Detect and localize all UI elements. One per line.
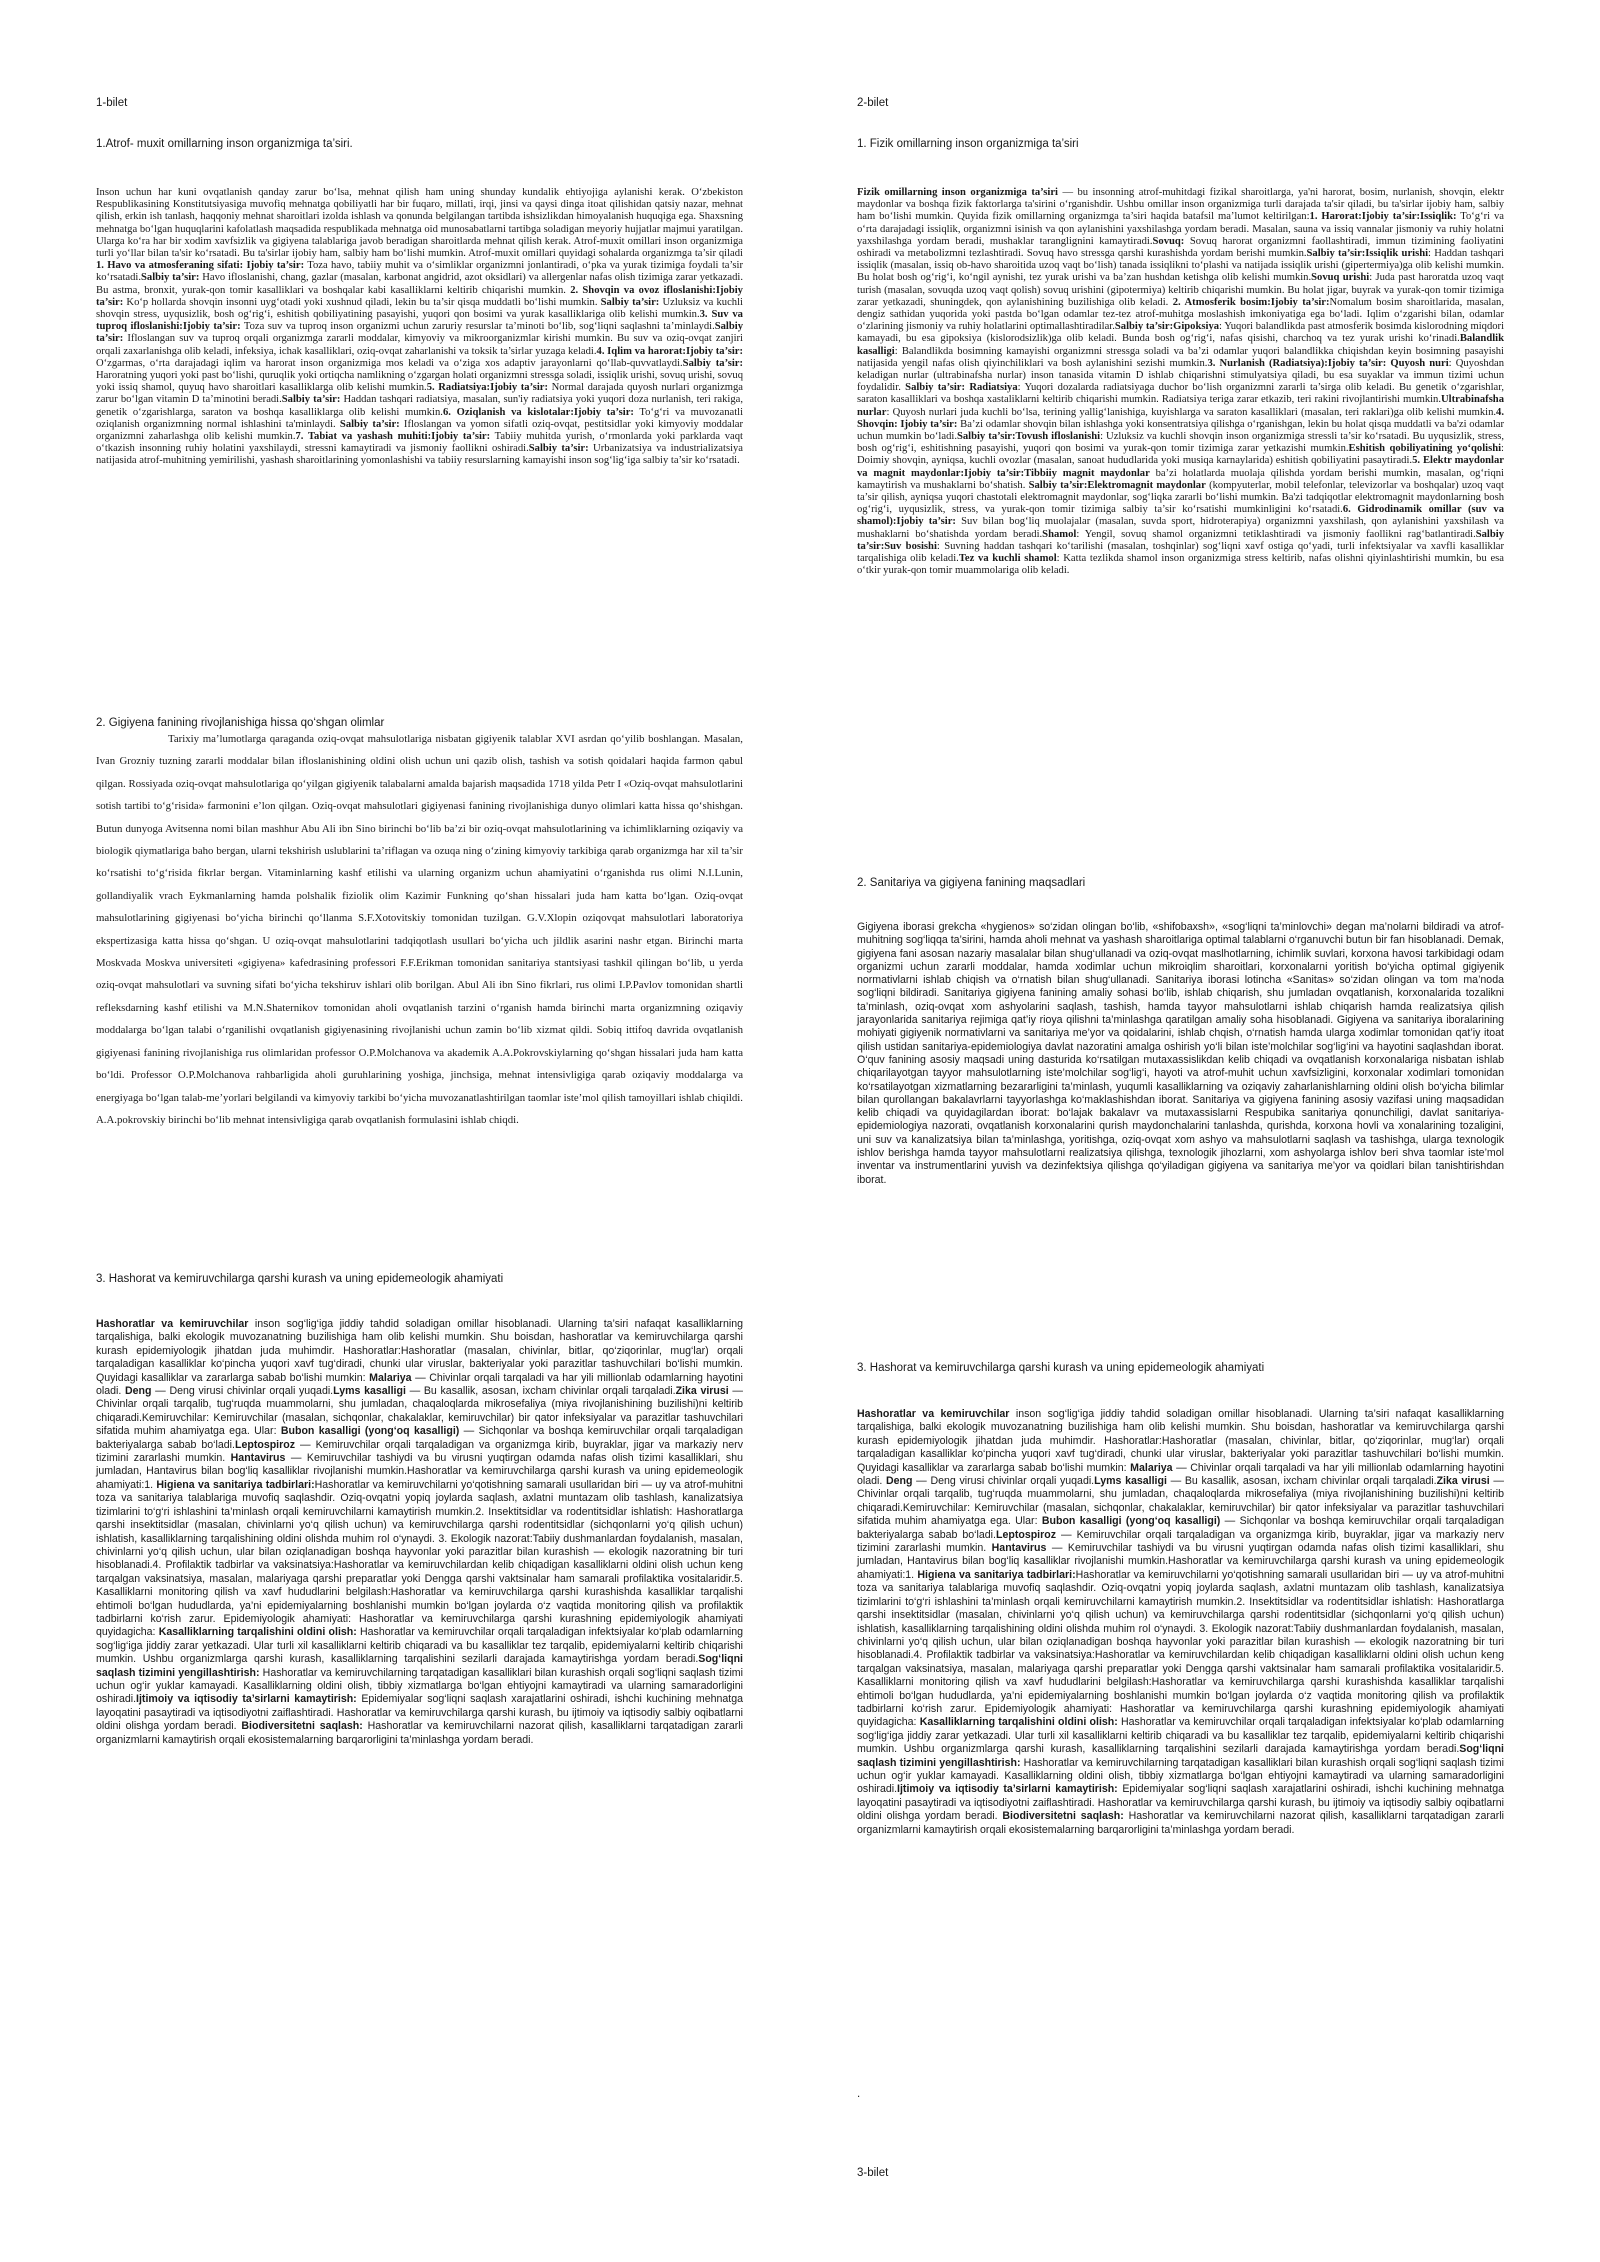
ticket-2-question-1-run: : Katta tezlikda shamol inson organizmiga stress keltirib, nafas olishni qiyinlashtirishi mumkin, bu esa o‘tkir yurak-qon tomir muammolariga olib keladi. — [857, 553, 1504, 577]
ticket-2-question-3-run: Kasalliklarning tarqalishini oldini olish: — [919, 1716, 1118, 1729]
ticket-1-question-3-run: Hantavirus — [230, 1452, 286, 1465]
ticket-2-question-1-run: Balandlik kasalligi — [857, 333, 1504, 357]
ticket-2-question-2-text: Gigiyena iborasi grekcha «hygienos» so‘zidan olingan bo‘lib, «shifobaxsh», «sog‘liqni ta’minlovchi» degan ma’nolarni bildiradi va atrof-muhitning sog‘liqqa ta’sirini, hamda aholi mehnat va yashash sharoitlariga optimal talablarni o‘rganuvchi butun bir fan hisoblanadi. Demak, gigiyena fani asosan nazariy masalalar bilan shug‘ullanadi va oziq-ovqat maslhotlarning, ichimlik suvlari, korxona havosi tarkibidagi odam organizmi uchun zararli moddalar, hamda xodimlar uchun mikroiqlim sharoitlari, korxonalarni yoritish bo‘yicha optimal gigiyenik normativlarni ishlab chiqish va o‘rnatish bilan shug‘ullanadi. Sanitariya iborasi lotincha «Sanitas» so‘zidan olingan va tom ma’noda sog‘liqni bildiradi. Sanitariya gigiyena fanining amaliy sohasi bo‘lib, ishlab chiqarish, shu jumladan ovqatlanish, korxonalarida tozalikni ta’minlash, oziq-ovqat xom ashyolarini saqlash, tashish, hamda tayyor mahsulotlarni ishlab chiqarish hamda realizatsiya qilish jarayonlarida sanitariya rejimiga qat’iy rioya qilishni ta’minlashga qaratilgan amaliy soha hisoblanadi. Gigiyena va sanitariya iboralarining mohiyati gigiyenik normativlarni va sanitariya me’yor va qoidalarini, ishlab chqish, o‘rnatish hamda ularga xodimlar tomonidan qat’iy itoat qilish ustidan sanitariya-epidemiologiya davlat nazoratini amalga oshirish yo‘li bilan iste’molchilar sog‘lig‘ini va hayotini saqlashdan iborat. O‘quv fanining asosiy maqsadi uning dasturida ko‘rsatilgan mutaxassislikdan kelib chiqadi va ovqatlanish korxonalariga nisbatan ishlab chiqarilayotgan tayyor mahsulotlarning iste’molchilar sog‘lig‘i, hayoti va atrof-muhit uchun xavfsizligini, korxonalar xodimlari tomonidan ko‘rsatilayotgan xizmatlarning bezararligini ta’minlash, yuqumli kasalliklarning va oziqaviy zaharlanishlarning oldini olish bo‘yicha bilimlar bilan qurollangan bakalavrlarni tayyorlashga ko‘maklashishdan iborat. Sanitariya va gigiyena fanining asosiy vazifasi uning maqsadidan kelib chiqadi va quyidagilardan iborat: bo‘lajak bakalavr va mutaxassislarni Respubika sanitariya qonunchiligi, davlat sanitariya-epidemiologiya nazorati, ovqatlanish korxonalarini qurish maydonchalarini tanlashda, qurishda, korxona hovli va xonalarining tozaligini, uni suv va kanalizatsiya bilan ta’minlashga, yoritishga, oziq-ovqat xom ashyo va mahsulotlarni saqlash va tashishga, ularga texnologik ishlov berishga hamda tayyor mahsulotlarni realizatsiya qilishga, texnologik jihozlarni, xom ashyolarga ishlov beri shva taomlar iste’mol inventar va instrumentlarini yuvish va dezinfektsiya qilishga qo‘yiladigan gigiyena va sanitariya me’yor va qoidlari bilan tanishtirishdan iborat. — [857, 921, 1504, 1186]
ticket-1-question-1-run: Ko‘p hollarda shovqin insonni uyg‘otadi yoki xushnud qiladi, lekin bu ta’sir qisqa muddatli bo‘lishi mumkin. — [123, 296, 601, 308]
ticket-2-question-3-run: Biodiversitetni saqlash: — [1002, 1810, 1124, 1823]
ticket-2-question-1-run: : Juda past haroratda uzoq vaqt turish (masalan, sovuqda uzoq vaqt qolish) sovuq urishini (gipotermiya) keltirib chiqarishi mumkin. Bu holat jigar, buyrak va yurak-qon tomir tizimiga zarar yetkazadi, shuningdek, qon aylanishining buzilishiga olib keladi. — [857, 272, 1504, 308]
ticket-2-question-1-run: : Quyoshdan keladigan nurlar (ultrabinafsha nurlar) inson tanasida vitamin D ishlab chiqarishni stimulyatsiya qiladi, bu esa suyaklar va immun tizimi uchun foydalidir. — [857, 357, 1504, 394]
ticket-2-question-3-run: Leptospiroz — [995, 1528, 1057, 1541]
ticket-2-question-1-run: Salbiy ta’sir:Tovush ifloslanishi — [956, 431, 1101, 443]
ticket-2-question-1-run: Salbiy ta’sir:Elektromagnit maydonlar — [1028, 479, 1206, 491]
ticket-1-question-1-run: Tabiiy muhitda yurish, o‘rmonlarda yoki parklarda vaqt o‘tkazish insonning ruhiy holatini yaxshilaydi, stressni kamaytiradi va jismoniy faollikni oshiradi. — [96, 431, 743, 455]
ticket-1-question-1-run: Uzluksiz va kuchli shovqin stress, uyqusizlik, bosh og‘rig‘i, eshitish qobiliyatining pasayishi, yuqori qon bosimi va yurak kasalliklariga olib kelishi mumkin. — [96, 296, 743, 321]
ticket-2-question-1-run: Salbiy ta’sir:Gipoksiya — [1114, 321, 1220, 333]
ticket-1-label: 1-bilet — [96, 97, 128, 109]
ticket-2-question-1-run: 3. Nurlanish (Radiatsiya):Ijobiy ta’sir: Quyosh nuri — [1207, 357, 1449, 369]
ticket-1-question-2-body — [96, 728, 743, 1131]
ticket-1-question-1-run: O‘zgarmas, o‘rta darajadagi iqlim va harorat inson organizmiga mos keladi va o‘ziga xos adaptiv jarayonlarni qo‘llab-quvvatlaydi. — [96, 357, 683, 369]
ticket-1-question-3-run: Higiena va sanitariya tadbirlari: — [156, 1478, 315, 1491]
ticket-1-question-1-run: Normal darajada quyosh nurlari organizmga zarur bo‘lgan vitamin D ta’minotini beradi. — [96, 382, 744, 406]
ticket-1-question-1-run: Salbiy ta’sir: — [339, 418, 400, 430]
ticket-2-question-1-run: Salbiy ta’sir:Suv bosishi — [857, 528, 1504, 552]
ticket-2-question-3-run: Hashoratlar va kemiruvchilarning tarqatadigan kasalliklari bilan kurashish orqali sog‘liqni saqlash tizimi uchun og‘ir yuklar kamayadi. Kasalliklarning oldini olish, tibbiy xizmatlarga bo‘lgan ehtiyojni kamaytiradi va ularning samaradorligini oshiradi. — [857, 1756, 1504, 1796]
ticket-1-question-1-run: Inson uchun har kuni ovqatlanish qanday zarur bo‘lsa, mehnat qilish ham uning shunday kundalik ehtiyojiga aylanishi kerak. O‘zbekiston Respublikasining Konstitutsiyasiga muvofiq mehnatga qobiliyatli har bir fuqaro, millati, irqi, jinsi va qaysi dinga itoat qilishidan qatsiy nazar, mehnat qilish, erkin ish tanlash, haqqoniy mehnat sharoitlari izolda ishlash va qonunda belgilangan tartibda ishsizlikdan himoyalanish huquqiga ega. Shaxsning mehnatga bo‘lgan huquqlarini kafolatlash maqsadida respublikada mehnatga oid munosabatlarni tartibga soladigan meyoriy hujjatlar majmui yaratilgan. Ularga ko‘ra har bir xodim xavfsizlik va gigiyena talablariga javob beradigan sharoitlarda mehnat qilish kerak. Atrof-muxit omillari inson organizmiga turli yo‘llar bilan ta'sir ko‘rsatadi. Bu ta'sirlar ijobiy ham, salbiy ham bo‘lishi mumkin. Atrof-muxit omillari quyidagi sohalarda organizmga ta’sir qiladi — [96, 187, 743, 260]
ticket-2-question-1-run: To‘g‘ri va o‘rta darajadagi issiqlik, organizmni isinish va qon aylanishini yaxshilashga yordam beradi. Masalan, sauna va issiq vannalar jismoniy va ruhiy holatni yaxshilashga yordam beradi, mushaklar taranglignini kamaytiradi. — [857, 211, 1504, 247]
ticket-2-question-3-run: Epidemiyalar sog‘liqni saqlash xarajatlarini oshiradi, ishchi kuchining mehnatga layoqatini pasaytiradi va iqtisodiyotni zaiflashtiradi. Hashoratlar va kemiruvchilarga qarshi kurash, bu ijtimoiy va iqtisodiy salbiy oqibatlarni oldini olishga yordam beradi. — [857, 1783, 1504, 1823]
ticket-2-question-1-run: : Suvning haddan tashqari ko‘tarilishi (masalan, toshqinlar) sog‘liqni xavf ostiga qo‘yadi, turli infektsiyalar va xavfli kasalliklar tarqalishiga olib keladi. — [857, 540, 1504, 565]
ticket-1-question-1-run: Salbiy ta’sir: — [281, 394, 341, 406]
ticket-2-question-1-run: : Balandlikda bosimning kamayishi organizmni stressga soladi va ba’zi odamlar yuqori balandlikka chiqishdan keyin bosimning pasayishi natijasida yengil nafas olish qiyinchiliklari va bosh aylanishini sezishi mumkin. — [857, 345, 1504, 369]
ticket-1-question-1-run: Salbiy ta’sir: — [528, 443, 589, 455]
ticket-2-question-3-run: Lyms kasalligi — [1094, 1475, 1167, 1488]
ticket-2-question-3-run: Sog‘liqni saqlash tizimini yengillashtirish: — [857, 1743, 1504, 1769]
ticket-1-question-1-run: Salbiy ta’sir: — [141, 272, 200, 284]
ticket-1-question-1-run: Urbanizatsiya va industrializatsiya natijasida atrof-muhitning yemirilishi, yashash sharoitlarining yomonlashishi va tabiiy resurslarning kamayishi inson sog‘lig‘iga salbiy ta’sir ko‘rsatadi. — [96, 443, 744, 467]
ticket-1-question-1-run: 3. Suv va tuproq ifloslanishi:Ijobiy ta’sir: — [96, 309, 743, 333]
ticket-1-question-3-run: — Chivinlar orqali tarqaladi va har yili millionlab odamlarning hayotini oladi. — [96, 1371, 743, 1398]
ticket-1-question-1-run: Toza havo, tabiiy muhit va o‘simliklar organizmni jonlantiradi, o‘pka va yurak tizimiga foydali ta’sir ko‘rsatadi. — [96, 260, 744, 284]
ticket-2-question-3-run: Hantavirus — [991, 1542, 1047, 1555]
ticket-2-question-1-run: Salbiy ta’sir: Radiatsiya — [905, 382, 1018, 394]
ticket-1-question-1-run: Salbiy ta’sir: — [96, 321, 743, 345]
ticket-2-question-3-run: Hashoratlar va kemiruvchilarni yo‘qotishning samarali usullaridan biri — uy va atrof-muhitni toza va sanitariya talablariga muvofiq saqlashdir. Oziq-ovqatni yopiq joylarda saqlash, axlatni muntazam olib tashlash, kanalizatsiya tizimlarini to‘g‘ri ishlashini ta’minlash orqali kemiruvchilarni kamaytirish mumkin.2. Insektitsidlar va rodentitsidlar ishlatish: Hashoratlarga qarshi insektitsidlar (masalan, chivinlarni yo‘q qilish uchun) va kemiruvchilarga qarshi rodentitsidlar (sichqonlarni yo‘q qilish uchun) ishlatish, kasalliklarning tarqalishining oldini olishda muhim rol o‘ynaydi. 3. Ekologik nazorat:Tabiiy dushmanlardan foydalanish, masalan, chivinlarni yo‘q qilish uchun, ular bilan oziqlanadigan boshqa hayvonlar yoki parazitlar bilan kurashish — ekologik nazoratning bir turi hisoblanadi.4. Profilaktik tadbirlar va vaksinatsiya:Hashoratlar va kemiruvchilardan kelib chiqadigan kasalliklarni oldini olish uchun keng tarqalgan vaksinatsiya, masalan, malariyaga qarshi preparatlar yoki Dengga qarshi vaktsinalar ham samarali profilaktika vositalaridir.5. Kasalliklarni monitoring qilish va xavf hududlarini belgilash:Hashoratlar va kemiruvchilarga qarshi kurashishda kasalliklar tarqalishi ehtimoli bo‘lgan hududlarda, ya’ni epidemiyalarning boshlanishi mumkin bo‘lgan joylarda o‘z vaqtida monitoring qilish va profilaktik tadbirlarni ko‘rish zarur. Epidemiyologik ahamiyati: Hashoratlar va kemiruvchilarga qarshi kurashning epidemiyologik ahamiyati quyidagicha: — [857, 1568, 1505, 1729]
ticket-2-question-3-run: Bubon kasalligi (yong‘oq kasalligi) — [1041, 1515, 1221, 1528]
ticket-1-question-1-run: Havo ifloslanishi, chang, gazlar (masalan, karbonat angidrid, azot oksidlari) va allergenlar nafas olish tizimiga zarar yetkazadi. Bu astma, bronxit, yurak-qon tomir kasalliklari va boshqalar kabi kasalliklarni keltirib chiqarishi mumkin. — [96, 272, 743, 296]
ticket-1-question-3-run: Kasalliklarning tarqalishini oldini olish: — [158, 1626, 357, 1639]
ticket-2-question-1-title: 1. Fizik omillarning inson organizmiga ta’siri — [857, 138, 1079, 150]
trailing-dot: . — [857, 2088, 861, 2100]
ticket-2-question-3-run: Zika virusi — [1436, 1475, 1490, 1488]
ticket-1-question-3-run: Hashoratlar va kemiruvchilar orqali tarqaladigan infektsiyalar ko‘plab odamlarning sog‘lig‘iga jiddiy zarar yetkazadi. Ular turli xil kasalliklarni keltirib chiqaradi va bu kasalliklar tez tarqalib, epidemiyalarni keltirib chiqarishi mumkin. Ushbu organizmlarga qarshi kurash, kasalliklarning tarqalishini sezilarli darajada kamaytirishga yordam beradi. — [96, 1626, 743, 1666]
ticket-1-question-1-run: 1. Havo va atmosferaning sifati: Ijobiy ta’sir: — [96, 260, 305, 272]
ticket-1-question-1-run: 2. Shovqin va ovoz ifloslanishi:Ijobiy ta’sir: — [96, 284, 743, 308]
ticket-2-question-1-run: : Yuqori dozalarda radiatsiyaga duchor bo‘lish organizmni zararli ta’sirga olib keladi. Bu genetik o‘zgarishlar, saraton kasalliklari va boshqa xastaliklarni keltirib chiqarishi mumkin. Radiatsiya teriga zarar etkazib, teri rakini rivojlantirishi mumkin. — [857, 382, 1504, 406]
ticket-2-question-1-run: Sovuq: — [1152, 235, 1185, 247]
ticket-1-question-3-run: Hashoratlar va kemiruvchilarning tarqatadigan kasalliklari bilan kurashish orqali sog‘liqni saqlash tizimi uchun og‘ir yuklar kamayadi. Kasalliklarning oldini olish, tibbiy xizmatlarga bo‘lgan ehtiyojni kamaytiradi va ularning samaradorligini oshiradi. — [96, 1666, 743, 1706]
ticket-2-question-3-run: — Chivinlar orqali tarqaladi va har yili millionlab odamlarning hayotini oladi. — [857, 1461, 1504, 1488]
ticket-1-question-1-run: To‘g‘ri va muvozanatli oziqlanish organizmning normal ishlashini ta'minlaydi. — [96, 406, 744, 430]
ticket-2-question-1-run: 2. Atmosferik bosim:Ijobiy ta’sir: — [1172, 296, 1330, 308]
ticket-2-question-1-run: Eshitish qobiliyatining yo‘qolishi — [1348, 443, 1502, 455]
ticket-2-question-1-run: Fizik omillarning inson organizmiga ta’siri — [857, 187, 1058, 198]
ticket-1-question-3-run: — Deng virusi chivinlar orqali yuqadi. — [151, 1385, 334, 1398]
ticket-2-label: 2-bilet — [857, 97, 889, 109]
ticket-2-question-1-run: 4. Shovqin: Ijobiy ta’sir: — [857, 406, 1504, 430]
ticket-1-question-3-run: — Kemiruvchilar orqali tarqaladigan va organizmga kirib, buyraklar, jigar va markaziy nerv tizimini zararlashi mumkin. — [96, 1438, 743, 1465]
ticket-2-question-1-run: Nomalum bosim sharoitlarida, masalan, dengiz sathidan yuqorida yoki pastda bo‘lgan odamlar tez-tez atrof-muhitga moslashish imkoniyatiga ega bo‘ladi. Iqlim o‘zgarishi bilan, odamlar o‘zlarining jismoniy va ruhiy holatlarini optimallashtiradilar. — [857, 296, 1505, 333]
ticket-1-question-3-run: Deng — [125, 1385, 152, 1398]
ticket-1-question-3-body — [96, 1318, 743, 1747]
ticket-1-question-1-run: Salbiy ta’sir: — [600, 296, 660, 308]
ticket-2-question-3-body — [857, 1408, 1504, 1837]
ticket-2-question-1-run: — bu insonning atrof-muhitdagi fizikal sharoitlarga, ya'ni harorat, bosim, nurlanish, shovqin, elektr maydonlar va boshqa fizik faktorlarga ta'sirini o‘rganishdir. Ushbu omillar inson organizmiga turli darajada ta'sir qiladi, bu ta'sirlar ijobiy ham, salbiy ham bo‘lishi mumkin. Quyida fizik omillarning organizmga ta’siri haqida batafsil ma’lumot keltirilgan: — [857, 187, 1504, 223]
ticket-2-question-3-run: — Kemiruvchilar tashiydi va bu virusni yuqtirgan odamda nafas olish tizimi kasalliklari, shu jumladan, Hantavirus bilan bog‘liq kasalliklar rivojlanishi mumkin.Hashoratlar va kemiruvchilarga qarshi kurash va uning epidemeologik ahamiyati:1. — [857, 1542, 1505, 1581]
ticket-2-question-1-run: : Yengil, sovuq shamol organizmni tetiklashtiradi va jismoniy faollikni rag‘batlantiradi. — [1076, 528, 1476, 540]
ticket-1-question-3-run: Hashoratlar va kemiruvchilarni nazorat qilish, kasalliklarni tarqatadigan zararli organizmlarni kamaytirish orqali ekosistemalarning barqarorligini ta’minlashga yordam beradi. — [96, 1720, 743, 1746]
ticket-1-question-1-run: 7. Tabiat va yashash muhiti:Ijobiy ta’sir: — [295, 431, 491, 443]
ticket-2-question-1-run: 6. Gidrodinamik omillar (suv va shamol):Ijobiy ta’sir: — [857, 504, 1504, 528]
ticket-2-question-3-run: Deng — [886, 1475, 913, 1488]
ticket-1-question-3-title: 3. Hashorat va kemiruvchilarga qarshi kurash va uning epidemeologik ahamiyati — [96, 1273, 504, 1285]
ticket-1-question-1-run: 4. Iqlim va harorat:Ijobiy ta’sir: — [596, 345, 743, 357]
ticket-1-question-3-run: — Sichqonlar va boshqa kemiruvchilar orqali tarqaladigan bakteriyalarga sabab bo‘ladi. — [96, 1425, 743, 1451]
ticket-2-question-1-run: (kompyuterlar, mobil telefonlar, televizorlar va boshqalar) uzoq vaqt ta’sir qilish, ayniqsa yuqori chastotali elektromagnit maydonlar, sog‘liqka zararli bo‘lishi mumkin. Ba'zi tadqiqotlar elektromagnit maydonlarning bosh og‘rig‘i, uyqusizlik, stress, va yurak-qon tomir tizimiga salbiy ta’sir ko‘rsatishi mumkinligini ko‘rsatadi. — [857, 479, 1504, 516]
ticket-2-question-3-run: inson sog‘lig‘iga jiddiy tahdid soladigan omillar hisoblanadi. Ularning ta’siri nafaqat kasalliklarning tarqalishiga, balki ekologik muvozanatning buzilishiga ham olib kelishi mumkin. Shu boisdan, hashoratlar va kemiruvchilarga qarshi kurash epidemiyologik jihatdan juda muhimdir. Hashoratlar:Hashoratlar (masalan, chivinlar, bitlar, qo‘ziqorinlar, mug‘lar) orqali tarqaladigan kasalliklar ko‘pincha yuqori xavf tug‘diradi, chunki ular viruslar, bakteriyalar yoki parazitlar tashuvchilari bo‘lishi mumkin. Quyidagi kasalliklar va zararlarga sabab bo‘lishi mumkin: — [857, 1408, 1504, 1474]
ticket-2-question-3-run: Malariya — [1130, 1461, 1173, 1474]
ticket-3-label: 3-bilet — [857, 2167, 889, 2179]
ticket-2-question-1-run: Sovuq urishi — [1311, 272, 1370, 284]
ticket-1-question-1-body — [96, 187, 743, 468]
ticket-1-question-3-run: Bubon kasalligi (yong‘oq kasalligi) — [280, 1425, 460, 1438]
ticket-2-question-1-run: : Yuqori balandlikda past atmosferik bosimda kislorodning miqdori kamayadi, bu esa gipoksiya (kislorodsizlik)ga olib keladi. Bunda bosh og‘rig‘i, nafas qisishi, charchoq va tez yurak urishi ko‘rinadi. — [857, 321, 1505, 345]
ticket-2-question-2-body — [857, 921, 1504, 1187]
ticket-1-question-2-title: 2. Gigiyena fanining rivojlanishiga hissa qo‘shgan olimlar — [96, 717, 385, 729]
ticket-2-question-1-run: : Quyosh nurlari juda kuchli bo‘lsa, terining yallig‘lanishiga, kuyishlarga va saraton kasalliklari (masalan, teri raklari)ga olib kelishi mumkin. — [886, 406, 1497, 418]
ticket-1-question-2-text: Tarixiy ma’lumotlarga qaraganda oziq-ovqat mahsulotlariga nisbatan gigiyenik talablar XVI asrdan qo‘yilib boshlangan. Masalan, Ivan Grozniy tuzning zararli moddalar bilan ifloslanishining oldini olish uchun uni qazib olish, tashish va sotish qoidalari haqida farmon qabul qilgan. Rossiyada oziq-ovqat mahsulotlariga qo‘yilgan gigiyenik talabalarni amalda bajarish maqsadida 1718 yilda Petr I «Oziq-ovqat mahsulotlarini sotish tartibi to‘g‘risida» farmonini e’lon qilgan. Oziq-ovqat mahsulotlari gigiyenasi fanining rivojlanishiga dunyo olimlari katta hissa qo‘shishgan. Butun dunyoga Avitsenna nomi bilan mashhur Abu Ali ibn Sino birinchi bo‘lib ba’zi bir oziq-ovqat mahsulotlarining va ichimliklarning oziqaviy va biologik qiymatlariga baho bergan, ularni tekshirish uslublarini ta’riflagan va ozuqa ning o‘zining kimyoviy tarkibiga qarab organizmga har xil ta’sir ko‘rsatishi to‘g‘risida fikrlar bergan. Vitaminlarning kashf etilishi va ularning organizm uchun ahamiyatini o‘rganishda rus olimi N.I.Lunin, gollandiyalik vrach Eykmanlarning hamda polshalik fiziolik olim Kazimir Funkning qo‘shan hissalari juda ham katta bo‘lgan. Oziq-ovqat mahsulotlarining gigiyenasi bo‘yicha birinchi qo‘llanma S.F.Xotovitskiy tomonidan tuzilgan. G.V.Xlopin oziqovqat mahsulotlari laboratoriya ekspertizasiga katta hissa qo‘shgan. U oziq-ovqat mahsulotlarini tadqiqotlash usullari bo‘yicha uch jildlik asarini nashr etgan. Birinchi marta Moskvada Moskva universiteti «gigiyena» kafedrasining professori F.F.Erikman tomonidan sanitariya stantsiyasi tashkil qilingan bo‘lib, u yerda oziq-ovqat mahsulotlari va suvning sifati bo‘yicha tekshiruv ishlari olib borilgan. Abul Ali ibn Sino fikrlari, rus olimi I.P.Pavlov tomonidan shartli refleksdarning kashf etilishi va M.N.Shaternikov tomonidan aholi ovqatlanish tarzini o‘rganish hamda birinchi marta organizmning oziqaviy moddalarga bo‘lgan talabi o‘rganilishi ovqatlanish gigiyenasining rivojlanishi uchun zamin bo‘lib xizmat qildi. Sobiq ittifoq davrida ovqatlanish gigiyenasi fanining rivojlanishiga rus olimlaridan professor O.P.Molchanova va akademik A.A.Pokrovskiylarning qo‘shgan hissalari juda ham katta bo‘ldi. Professor O.P.Molchanova rahbarligida aholi guruhlarining yoshiga, jinchsiga, mehnat intensivligiga qarab oziqaviy moddalarga va energiyaga bo‘lgan talab-me’yorlari belgilandi va kimyoviy tarkibi bo‘yicha muvozanatlashtirilgan taomlar iste’mol qilish tamoyillari ishlab chiqildi. A.A.pokrovskiy birinchi bo‘lib mehnat intensivligiga qarab ovqatlanish formulasini ishlab chiqdi. — [96, 733, 743, 1126]
ticket-1-question-3-run: Malariya — [369, 1371, 412, 1384]
ticket-2-question-3-run: Hashoratlar va kemiruvchilar — [857, 1408, 1010, 1420]
ticket-1-question-1-run: 6. Oziqlanish va kislotalar:Ijobiy ta’sir: — [442, 406, 634, 418]
ticket-2-question-1-run: 1. Harorat:Ijobiy ta’sir:Issiqlik: — [1309, 211, 1457, 223]
ticket-2-question-3-run: — Deng virusi chivinlar orqali yuqadi. — [912, 1475, 1095, 1488]
ticket-2-question-3-run: — Chivinlar orqali tarqalib, tug‘ruqda muammolarni, shu jumladan, chaqaloqlarda mikrosefaliya (miya rivojlanishining buzilishi)ni keltirib chiqaradi.Kemiruvchilar: Kemiruvchilar (masalan, sichqonlar, chakalaklar, kemiruvchilar) bir qator infeksiyalar va parazitlar tashuvchilari sifatida muhim ahamiyatga ega. Ular: — [857, 1475, 1504, 1528]
ticket-2-question-1-run: Suv bilan bog‘liq muolajalar (masalan, suvda sport, hidroterapiya) organizmni yaxshilash, qon aylanishini yaxshilash va mushaklarni bo‘shatishda yordam beradi. — [857, 516, 1504, 540]
ticket-1-question-3-run: inson sog‘lig‘iga jiddiy tahdid soladigan omillar hisoblanadi. Ularning ta’siri nafaqat kasalliklarning tarqalishiga, balki ekologik muvozanatning buzilishiga ham olib kelishi mumkin. Shu boisdan, hashoratlar va kemiruvchilarga qarshi kurash epidemiyologik jihatdan juda muhimdir. Hashoratlar:Hashoratlar (masalan, chivinlar, bitlar, qo‘ziqorinlar, mug‘lar) orqali tarqaladigan kasalliklar ko‘pincha yuqori xavf tug‘diradi, chunki ular viruslar, bakteriyalar yoki parazitlar tashuvchilari bo‘lishi mumkin. Quyidagi kasalliklar va zararlarga sabab bo‘lishi mumkin: — [96, 1318, 743, 1384]
ticket-1-question-1-run: Haroratning yuqori yoki past bo‘lishi, quruqlik yoki ortiqcha namlikning o‘zgargan holati organizmni stressga soladi, issiqlik urishi, sovuq urishi, sovuq yoki issiq shamol, quyuq havo sharoitlari kasalliklarga olib kelishi mumkin. — [96, 370, 743, 394]
ticket-1-question-3-run: — Chivinlar orqali tarqalib, tug‘ruqda muammolarni, shu jumladan, chaqaloqlarda mikrosefaliya (miya rivojlanishining buzilishi)ni keltirib chiqaradi.Kemiruvchilar: Kemiruvchilar (masalan, sichqonlar, chakalaklar, kemiruvchilar) bir qator infeksiyalar va parazitlar tashuvchilari sifatida muhim ahamiyatga ega. Ular: — [96, 1385, 743, 1438]
ticket-1-question-3-run: Hashoratlar va kemiruvchilar — [96, 1318, 249, 1330]
ticket-2-question-1-run: Sovuq harorat organizmni faollashtiradi, immun tizimining faoliyatini oshiradi va metabolizmni tezlashtiradi. Sovuq havo stressga qarshi kurashishda yordam berishi mumkin. — [857, 235, 1504, 260]
ticket-1-question-1-run: Salbiy ta’sir: — [682, 357, 743, 369]
ticket-1-question-3-run: Sog‘liqni saqlash tizimini yengillashtirish: — [96, 1653, 743, 1679]
ticket-2-question-1-body — [857, 187, 1504, 578]
ticket-2-question-1-run: : Doimiy shovqin, ayniqsa, kuchli ovozlar (masalan, sanoat hududlarida yoki musiqa karnaylarida) eshitish qobiliyatini pasaytiradi. — [857, 443, 1504, 467]
ticket-2-question-1-run: Shamol — [1042, 528, 1077, 540]
ticket-2-question-1-run: : Uzluksiz va kuchli shovqin inson organizmiga stressli ta’sir ko‘rsatadi. Bu uyqusizlik, stress, bosh og‘rig‘i, eshitishning pasayishi, yuqori qon bosimi va yurak-qon tomir tizimiga zarar yetkazishi mumkin. — [857, 431, 1504, 455]
ticket-2-question-1-run: ba’zi holatlarda muolaja qilishda yordam berishi mumkin, masalan, og‘riqni kamaytirish va mushaklarni bo‘shatish. — [857, 467, 1504, 491]
ticket-1-question-3-run: Biodiversitetni saqlash: — [241, 1720, 363, 1733]
ticket-2-question-3-run: — Bu kasallik, asosan, ixcham chivinlar orqali tarqaladi. — [1166, 1475, 1437, 1488]
ticket-1-question-1-run: Ifloslangan va yomon sifatli oziq-ovqat, pestitsidlar yoki kimyoviy moddalar organizmni zaharlashga olib kelishi mumkin. — [96, 418, 744, 443]
ticket-2-question-1-run: Ba’zi odamlar shovqin bilan ishlashga yoki konsentratsiya qilishga o‘rganishgan, lekin bu holat qisqa muddatli va ba'zi odamlar uchun mumkin bo‘ladi. — [857, 418, 1504, 443]
ticket-1-question-3-run: — Kemiruvchilar tashiydi va bu virusni yuqtirgan odamda nafas olish tizimi kasalliklari, shu jumladan, Hantavirus bilan bog‘liq kasalliklar rivojlanishi mumkin.Hashoratlar va kemiruvchilarga qarshi kurash va uning epidemeologik ahamiyati:1. — [96, 1452, 744, 1491]
ticket-1-question-1-title: 1.Atrof- muxit omillarning inson organizmiga ta’siri. — [96, 138, 353, 150]
ticket-2-question-2-title: 2. Sanitariya va gigiyena fanining maqsadlari — [857, 877, 1086, 889]
ticket-2-question-1-run: : Haddan tashqari issiqlik (masalan, issiq ob-havo sharoitida uzoq vaqt bo‘lish) tanada issiqlikni to‘plashi va natijada issiqlik urishi (gipertermiya)ga olib kelishi mumkin. Bu holat bosh og‘rig‘i, ko‘ngil aynishi, tez yurak urishi va ba’zan hushdan ketishga olib kelishi mumkin. — [857, 248, 1504, 284]
ticket-1-question-3-run: Epidemiyalar sog‘liqni saqlash xarajatlarini oshiradi, ishchi kuchining mehnatga layoqatini pasaytiradi va iqtisodiyotni zaiflashtiradi. Hashoratlar va kemiruvchilarga qarshi kurash, bu ijtimoiy va iqtisodiy salbiy oqibatlarni oldini olishga yordam beradi. — [96, 1693, 743, 1733]
ticket-1-question-3-run: Ijtimoiy va iqtisodiy ta’sirlarni kamaytirish: — [136, 1693, 357, 1706]
ticket-2-question-3-run: Ijtimoiy va iqtisodiy ta’sirlarni kamaytirish: — [897, 1783, 1118, 1796]
ticket-2-question-1-run: 5. Elektr maydonlar va magnit maydonlar:Ijobiy ta’sir:Tibbiiy magnit maydonlar — [857, 455, 1505, 479]
ticket-2-question-3-run: Higiena va sanitariya tadbirlari: — [917, 1568, 1076, 1581]
ticket-1-question-3-run: Hashoratlar va kemiruvchilarni yo‘qotishning samarali usullaridan biri — uy va atrof-muhitni toza va sanitariya talablariga muvofiq saqlashdir. Oziq-ovqatni yopiq joylarda saqlash, axlatni muntazam olib tashlash, kanalizatsiya tizimlarini to‘g‘ri ishlashini ta’minlash orqali kemiruvchilarni kamaytirish mumkin.2. Insektitsidlar va rodentitsidlar ishlatish: Hashoratlarga qarshi insektitsidlar (masalan, chivinlarni yo‘q qilish uchun) va kemiruvchilarga qarshi rodentitsidlar (sichqonlarni yo‘q qilish uchun) ishlatish, kasalliklarning tarqalishining oldini olishda muhim rol o‘ynaydi. 3. Ekologik nazorat:Tabiiy dushmanlardan foydalanish, masalan, chivinlarni yo‘q qilish uchun, ular bilan oziqlanadigan boshqa hayvonlar yoki parazitlar bilan kurashish — ekologik nazoratning bir turi hisoblanadi.4. Profilaktik tadbirlar va vaksinatsiya:Hashoratlar va kemiruvchilardan kelib chiqadigan kasalliklarni oldini olish uchun keng tarqalgan vaksinatsiya, masalan, malariyaga qarshi preparatlar yoki Dengga qarshi vaktsinalar ham samarali profilaktika vositalaridir.5. Kasalliklarni monitoring qilish va xavf hududlarini belgilash:Hashoratlar va kemiruvchilarga qarshi kurashishda kasalliklar tarqalishi ehtimoli bo‘lgan hududlarda, ya’ni epidemiyalarning boshlanishi mumkin bo‘lgan joylarda o‘z vaqtida monitoring qilish va profilaktik tadbirlarni ko‘rish zarur. Epidemiyologik ahamiyati: Hashoratlar va kemiruvchilarga qarshi kurashning epidemiyologik ahamiyati quyidagicha: — [96, 1478, 744, 1639]
ticket-2-question-3-title: 3. Hashorat va kemiruvchilarga qarshi kurash va uning epidemeologik ahamiyati — [857, 1362, 1265, 1374]
ticket-1-question-3-run: Zika virusi — [675, 1385, 729, 1398]
ticket-1-question-3-run: — Bu kasallik, asosan, ixcham chivinlar orqali tarqaladi. — [405, 1385, 676, 1398]
ticket-1-question-1-run: Ifloslangan suv va tuproq orqali organizmga zararli moddalar, kimyoviy va mikroorganizmlar kirishi mumkin. Bu suv va oziq-ovqat zanjiri orqali zaxarlanishga olib keladi, infeksiya, ichak kasalliklari, oziq-ovqat zaharlanishi va toksik ta’sirlar yuzaga keladi. — [96, 333, 743, 357]
ticket-1-question-3-run: Leptospiroz — [234, 1438, 296, 1451]
ticket-1-question-3-run: Lyms kasalligi — [333, 1385, 406, 1398]
ticket-1-question-1-run: Toza suv va tuproq inson organizmi uchun zaruriy resurslar ta’minoti bo‘lib, sog‘liqni saqlashni ta’minlaydi. — [240, 321, 715, 333]
ticket-2-question-1-run: Ultrabinafsha nurlar — [857, 394, 1504, 418]
ticket-1-question-1-run: 5. Radiatsiya:Ijobiy ta’sir: — [426, 382, 549, 394]
ticket-2-question-1-run: Salbiy ta’sir:Issiqlik urishi — [1306, 248, 1429, 260]
ticket-2-question-3-run: Hashoratlar va kemiruvchilar orqali tarqaladigan infektsiyalar ko‘plab odamlarning sog‘lig‘iga jiddiy zarar yetkazadi. Ular turli xil kasalliklarni keltirib chiqaradi va bu kasalliklar tez tarqalib, epidemiyalarni keltirib chiqarishi mumkin. Ushbu organizmlarga qarshi kurash, kasalliklarning tarqalishini sezilarli darajada kamaytirishga yordam beradi. — [857, 1716, 1504, 1756]
ticket-1-question-1-run: Haddan tashqari radiatsiya, masalan, sun'iy radiatsiya yoki yuqori doza nurlanish, teri rakiga, genetik o‘zgarishlarga, saraton va boshqa kasalliklarga olib kelishi mumkin. — [96, 394, 743, 418]
ticket-2-question-3-run: Hashoratlar va kemiruvchilarni nazorat qilish, kasalliklarni tarqatadigan zararli organizmlarni kamaytirish orqali ekosistemalarning barqarorligini ta’minlashga yordam beradi. — [857, 1810, 1504, 1836]
ticket-2-question-3-run: — Sichqonlar va boshqa kemiruvchilar orqali tarqaladigan bakteriyalarga sabab bo‘ladi. — [857, 1515, 1504, 1541]
ticket-2-question-3-run: — Kemiruvchilar orqali tarqaladigan va organizmga kirib, buyraklar, jigar va markaziy nerv tizimini zararlashi mumkin. — [857, 1528, 1504, 1555]
ticket-2-question-1-run: Tez va kuchli shamol — [958, 553, 1057, 565]
